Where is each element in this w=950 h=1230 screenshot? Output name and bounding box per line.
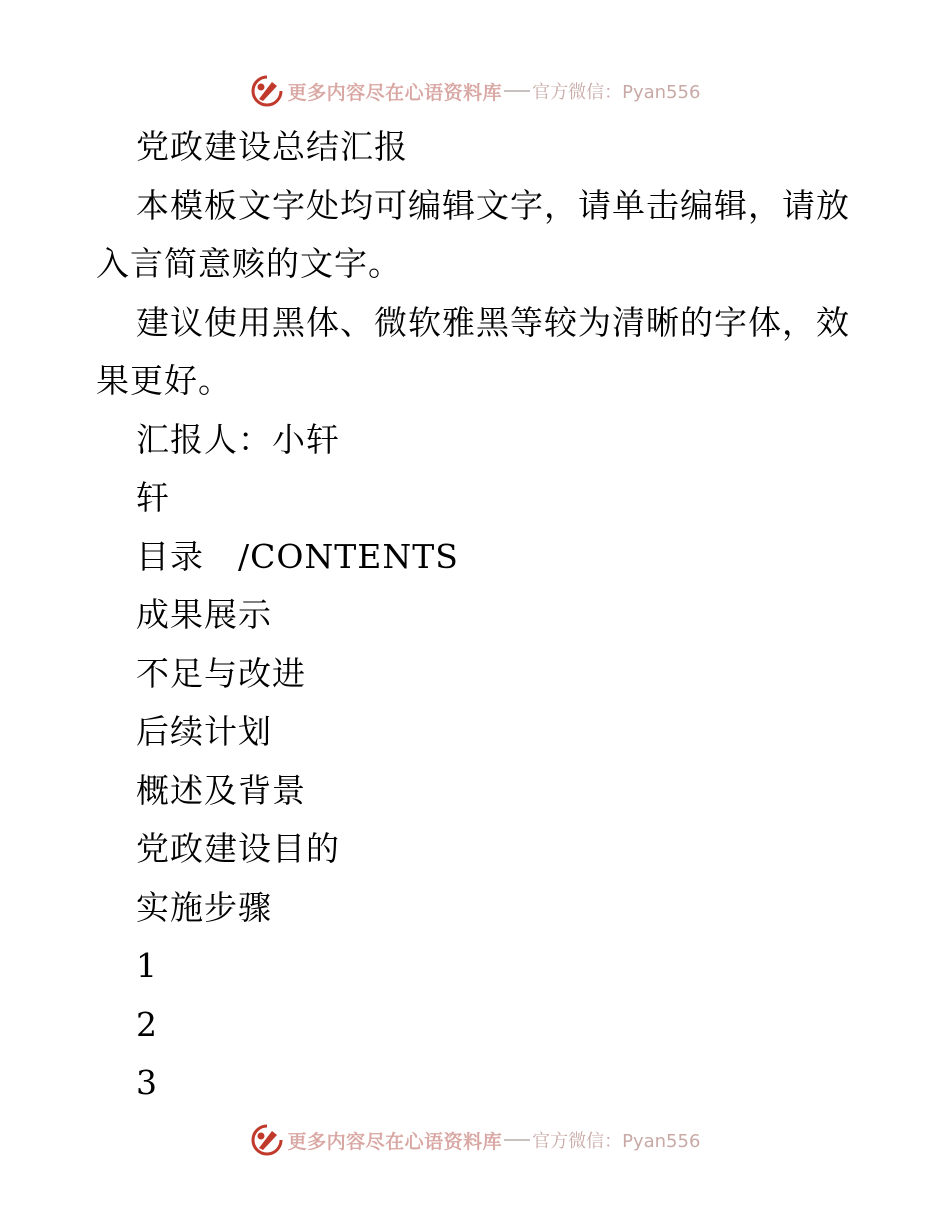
paragraph-template-note <box>96 177 854 294</box>
number-item: 1 <box>136 946 158 985</box>
header-dash <box>504 90 530 92</box>
toc-item: 后续计划 <box>136 712 272 751</box>
paragraph-line: 建议使用黑体、微软雅黑等较为清晰的字体，效 <box>136 302 850 342</box>
toc-item: 成果展示 <box>136 595 272 634</box>
paragraph-line: 果更好。 <box>96 361 232 400</box>
header-watermark <box>0 71 950 111</box>
number-item: 3 <box>136 1063 158 1102</box>
footer-dash <box>504 1139 530 1141</box>
document-title: 党政建设总结汇报 <box>136 127 408 166</box>
header-site-text: 更多内容尽在心语资料库 <box>287 81 503 104</box>
footer-watermark <box>0 1120 950 1160</box>
footer-site-text: 更多内容尽在心语资料库 <box>287 1130 503 1153</box>
paragraph-font-note <box>96 294 854 411</box>
paragraph-line: 入言简意赅的文字。 <box>96 244 402 283</box>
feather-pen-logo-icon <box>250 74 284 108</box>
document-body <box>96 118 854 1113</box>
toc-item: 实施步骤 <box>136 887 272 927</box>
feather-pen-logo-icon <box>250 1123 284 1157</box>
toc-item: 党政建设目的 <box>136 829 340 868</box>
paragraph-line: 本模板文字处均可编辑文字，请单击编辑，请放 <box>136 185 850 225</box>
toc-heading: 目录 /CONTENTS <box>136 536 459 576</box>
toc-item: 概述及背景 <box>136 770 306 810</box>
number-item: 2 <box>136 1004 158 1044</box>
reporter-line: 汇报人：小轩 <box>136 419 340 459</box>
toc-item: 不足与改进 <box>136 653 306 693</box>
footer-wechat-text: 官方微信：Pyan556 <box>532 1131 701 1152</box>
header-wechat-text: 官方微信：Pyan556 <box>532 82 701 103</box>
xuan-line: 轩 <box>136 478 170 517</box>
